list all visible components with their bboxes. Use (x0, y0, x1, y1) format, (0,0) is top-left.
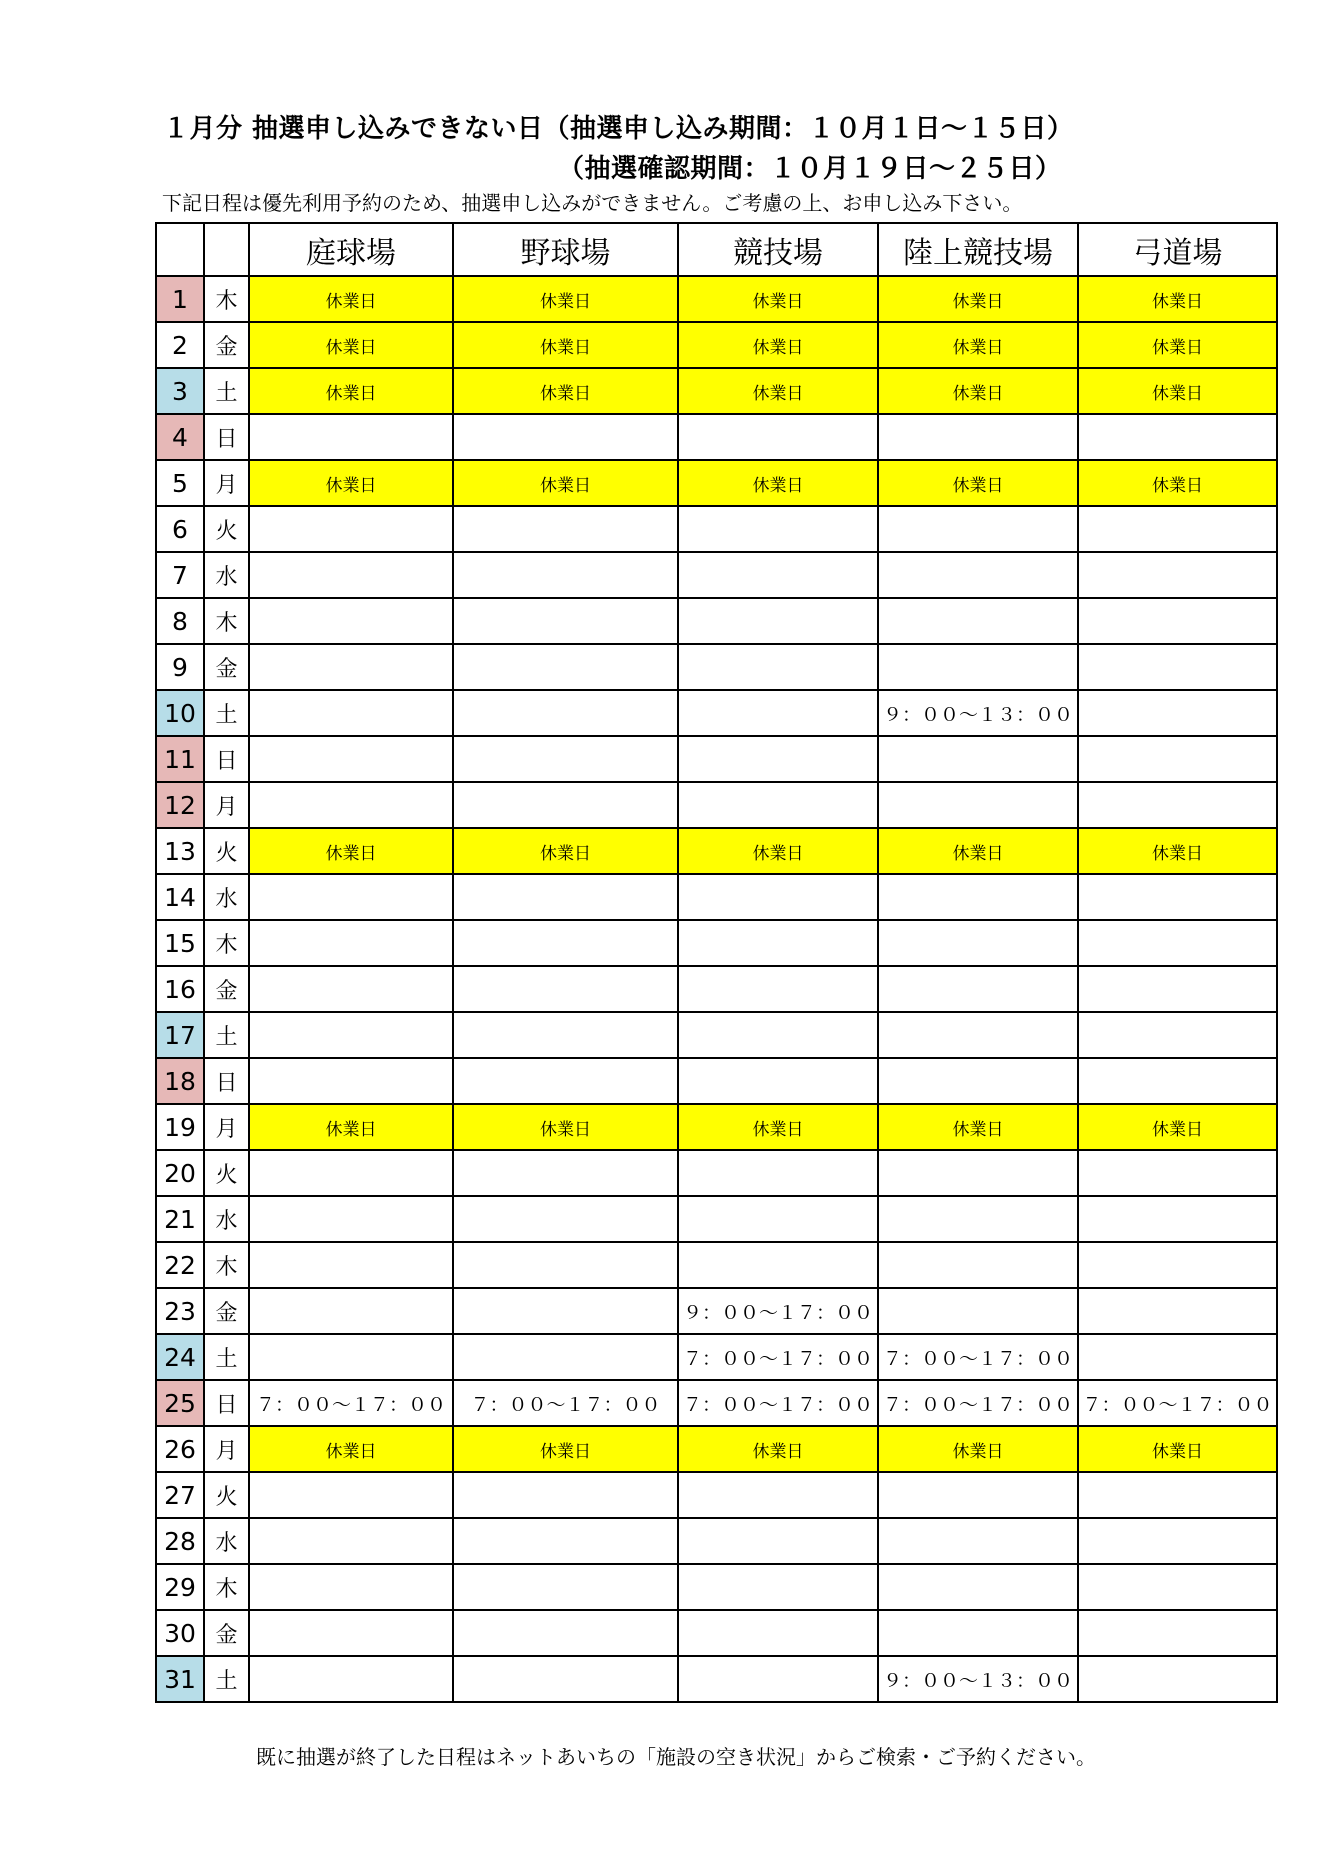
cell-archery-range (1078, 1656, 1277, 1702)
cell-archery-range (1078, 1564, 1277, 1610)
cell-stadium (678, 644, 878, 690)
weekday-label: 火 (204, 506, 249, 552)
cell-tennis-court (249, 1334, 453, 1380)
table-row (156, 1656, 1277, 1702)
cell-athletics-stadium: ９：００～１３：００ (878, 690, 1078, 736)
cell-stadium: 休業日 (678, 276, 878, 322)
cell-tennis-court (249, 1564, 453, 1610)
weekday-label: 土 (204, 368, 249, 414)
cell-athletics-stadium: 休業日 (878, 828, 1078, 874)
day-number: 9 (156, 644, 204, 690)
cell-athletics-stadium (878, 1518, 1078, 1564)
cell-archery-range (1078, 1288, 1277, 1334)
weekday-label: 火 (204, 1150, 249, 1196)
cell-tennis-court (249, 1472, 453, 1518)
cell-archery-range (1078, 966, 1277, 1012)
cell-athletics-stadium: 休業日 (878, 1104, 1078, 1150)
weekday-label: 金 (204, 644, 249, 690)
cell-archery-range (1078, 552, 1277, 598)
cell-baseball-field (453, 1288, 678, 1334)
cell-baseball-field: 休業日 (453, 1426, 678, 1472)
table-row (156, 598, 1277, 644)
table-row (156, 874, 1277, 920)
page-subtitle: （抽選確認期間：１０月１９日～２５日） (558, 154, 1062, 184)
cell-stadium (678, 782, 878, 828)
cell-baseball-field (453, 1196, 678, 1242)
cell-archery-range (1078, 1058, 1277, 1104)
header-stadium: 競技場 (678, 223, 878, 276)
cell-baseball-field (453, 1518, 678, 1564)
weekday-label: 火 (204, 1472, 249, 1518)
cell-tennis-court: 休業日 (249, 828, 453, 874)
cell-athletics-stadium (878, 874, 1078, 920)
table-row (156, 552, 1277, 598)
cell-baseball-field (453, 1150, 678, 1196)
cell-archery-range (1078, 874, 1277, 920)
weekday-label: 土 (204, 1656, 249, 1702)
weekday-label: 日 (204, 1380, 249, 1426)
cell-tennis-court (249, 1242, 453, 1288)
cell-stadium: 休業日 (678, 368, 878, 414)
cell-stadium (678, 1058, 878, 1104)
weekday-label: 日 (204, 414, 249, 460)
day-number: 25 (156, 1380, 204, 1426)
cell-stadium (678, 598, 878, 644)
schedule-table (155, 222, 1278, 1703)
cell-archery-range: 休業日 (1078, 1426, 1277, 1472)
table-row (156, 1426, 1277, 1472)
cell-athletics-stadium (878, 1058, 1078, 1104)
day-number: 15 (156, 920, 204, 966)
cell-tennis-court: ７：００～１７：００ (249, 1380, 453, 1426)
cell-stadium (678, 1518, 878, 1564)
table-row (156, 1012, 1277, 1058)
day-number: 2 (156, 322, 204, 368)
table-row (156, 690, 1277, 736)
day-number: 20 (156, 1150, 204, 1196)
cell-athletics-stadium (878, 1610, 1078, 1656)
cell-tennis-court (249, 920, 453, 966)
cell-archery-range (1078, 1242, 1277, 1288)
cell-baseball-field: ７：００～１７：００ (453, 1380, 678, 1426)
cell-stadium: 休業日 (678, 1426, 878, 1472)
day-number: 21 (156, 1196, 204, 1242)
cell-stadium (678, 874, 878, 920)
cell-stadium (678, 736, 878, 782)
weekday-label: 木 (204, 598, 249, 644)
cell-archery-range: 休業日 (1078, 368, 1277, 414)
cell-baseball-field: 休業日 (453, 828, 678, 874)
weekday-label: 日 (204, 736, 249, 782)
cell-stadium: ７：００～１７：００ (678, 1334, 878, 1380)
cell-baseball-field (453, 920, 678, 966)
cell-athletics-stadium: ７：００～１７：００ (878, 1334, 1078, 1380)
cell-baseball-field (453, 1058, 678, 1104)
header-archery-range: 弓道場 (1078, 223, 1277, 276)
cell-archery-range (1078, 690, 1277, 736)
table-row (156, 1380, 1277, 1426)
day-number: 7 (156, 552, 204, 598)
weekday-label: 水 (204, 1196, 249, 1242)
cell-archery-range (1078, 1150, 1277, 1196)
cell-stadium (678, 1564, 878, 1610)
table-row (156, 414, 1277, 460)
table-row (156, 1242, 1277, 1288)
day-number: 1 (156, 276, 204, 322)
weekday-label: 水 (204, 552, 249, 598)
cell-athletics-stadium: 休業日 (878, 276, 1078, 322)
weekday-label: 月 (204, 460, 249, 506)
cell-tennis-court (249, 1058, 453, 1104)
weekday-label: 水 (204, 874, 249, 920)
day-number: 12 (156, 782, 204, 828)
cell-baseball-field (453, 506, 678, 552)
cell-stadium (678, 1012, 878, 1058)
table-row (156, 1288, 1277, 1334)
table-row (156, 1610, 1277, 1656)
cell-tennis-court (249, 1656, 453, 1702)
cell-tennis-court (249, 966, 453, 1012)
table-row (156, 782, 1277, 828)
cell-stadium: 休業日 (678, 322, 878, 368)
cell-athletics-stadium: 休業日 (878, 460, 1078, 506)
weekday-label: 日 (204, 1058, 249, 1104)
cell-tennis-court: 休業日 (249, 276, 453, 322)
cell-tennis-court (249, 644, 453, 690)
cell-athletics-stadium (878, 414, 1078, 460)
page-title: １月分 抽選申し込みできない日（抽選申し込み期間：１０月１日～１５日） (163, 114, 1074, 144)
weekday-label: 月 (204, 1104, 249, 1150)
day-number: 31 (156, 1656, 204, 1702)
header-baseball-field: 野球場 (453, 223, 678, 276)
header-weekday (204, 223, 249, 276)
cell-athletics-stadium (878, 966, 1078, 1012)
table-row (156, 644, 1277, 690)
cell-tennis-court (249, 736, 453, 782)
cell-tennis-court (249, 1288, 453, 1334)
day-number: 29 (156, 1564, 204, 1610)
header-row (156, 223, 1277, 276)
weekday-label: 金 (204, 966, 249, 1012)
cell-stadium (678, 1472, 878, 1518)
weekday-label: 木 (204, 1242, 249, 1288)
cell-stadium (678, 552, 878, 598)
cell-archery-range: 休業日 (1078, 1104, 1277, 1150)
cell-tennis-court (249, 874, 453, 920)
cell-baseball-field (453, 690, 678, 736)
cell-baseball-field (453, 736, 678, 782)
cell-athletics-stadium (878, 1564, 1078, 1610)
cell-athletics-stadium (878, 1196, 1078, 1242)
cell-archery-range (1078, 1610, 1277, 1656)
cell-baseball-field (453, 966, 678, 1012)
day-number: 26 (156, 1426, 204, 1472)
cell-tennis-court: 休業日 (249, 1426, 453, 1472)
cell-baseball-field (453, 1334, 678, 1380)
weekday-label: 金 (204, 1288, 249, 1334)
weekday-label: 木 (204, 1564, 249, 1610)
cell-stadium (678, 414, 878, 460)
cell-baseball-field (453, 1472, 678, 1518)
table-row (156, 1518, 1277, 1564)
cell-baseball-field (453, 1012, 678, 1058)
day-number: 13 (156, 828, 204, 874)
cell-archery-range: 休業日 (1078, 322, 1277, 368)
cell-stadium: ７：００～１７：００ (678, 1380, 878, 1426)
day-number: 8 (156, 598, 204, 644)
cell-tennis-court (249, 1610, 453, 1656)
table-row (156, 506, 1277, 552)
table-row (156, 1564, 1277, 1610)
cell-baseball-field: 休業日 (453, 368, 678, 414)
cell-archery-range: 休業日 (1078, 276, 1277, 322)
cell-archery-range (1078, 1334, 1277, 1380)
weekday-label: 金 (204, 322, 249, 368)
cell-tennis-court (249, 506, 453, 552)
table-row (156, 966, 1277, 1012)
weekday-label: 土 (204, 1012, 249, 1058)
cell-archery-range (1078, 1472, 1277, 1518)
cell-archery-range (1078, 736, 1277, 782)
schedule-body (156, 276, 1277, 1702)
table-row (156, 1196, 1277, 1242)
cell-athletics-stadium (878, 644, 1078, 690)
cell-stadium (678, 690, 878, 736)
day-number: 4 (156, 414, 204, 460)
footer-note: 既に抽選が終了した日程はネットあいちの「施設の空き状況」からご検索・ご予約ください。 (256, 1745, 1096, 1769)
cell-baseball-field (453, 644, 678, 690)
day-number: 16 (156, 966, 204, 1012)
weekday-label: 土 (204, 690, 249, 736)
weekday-label: 月 (204, 782, 249, 828)
cell-archery-range (1078, 782, 1277, 828)
day-number: 5 (156, 460, 204, 506)
day-number: 24 (156, 1334, 204, 1380)
cell-archery-range: ７：００～１７：００ (1078, 1380, 1277, 1426)
cell-athletics-stadium (878, 1472, 1078, 1518)
cell-athletics-stadium (878, 552, 1078, 598)
cell-athletics-stadium (878, 782, 1078, 828)
cell-tennis-court (249, 1196, 453, 1242)
table-row (156, 1058, 1277, 1104)
cell-baseball-field (453, 1656, 678, 1702)
day-number: 14 (156, 874, 204, 920)
cell-tennis-court: 休業日 (249, 322, 453, 368)
cell-archery-range (1078, 1518, 1277, 1564)
day-number: 18 (156, 1058, 204, 1104)
weekday-label: 土 (204, 1334, 249, 1380)
cell-stadium (678, 1656, 878, 1702)
cell-athletics-stadium: 休業日 (878, 368, 1078, 414)
cell-baseball-field (453, 1610, 678, 1656)
table-row (156, 1150, 1277, 1196)
day-number: 27 (156, 1472, 204, 1518)
cell-athletics-stadium (878, 1012, 1078, 1058)
cell-tennis-court (249, 552, 453, 598)
cell-archery-range (1078, 414, 1277, 460)
cell-tennis-court (249, 690, 453, 736)
table-row (156, 736, 1277, 782)
table-row (156, 368, 1277, 414)
cell-baseball-field: 休業日 (453, 460, 678, 506)
header-athletics-stadium: 陸上競技場 (878, 223, 1078, 276)
table-row (156, 1472, 1277, 1518)
day-number: 3 (156, 368, 204, 414)
cell-stadium: 休業日 (678, 460, 878, 506)
cell-tennis-court: 休業日 (249, 368, 453, 414)
cell-tennis-court (249, 782, 453, 828)
cell-athletics-stadium (878, 1288, 1078, 1334)
cell-athletics-stadium (878, 920, 1078, 966)
weekday-label: 月 (204, 1426, 249, 1472)
day-number: 10 (156, 690, 204, 736)
cell-athletics-stadium (878, 1150, 1078, 1196)
cell-athletics-stadium: 休業日 (878, 1426, 1078, 1472)
cell-archery-range (1078, 920, 1277, 966)
cell-athletics-stadium: 休業日 (878, 322, 1078, 368)
cell-stadium: 休業日 (678, 1104, 878, 1150)
cell-archery-range (1078, 598, 1277, 644)
table-row (156, 1334, 1277, 1380)
table-row (156, 322, 1277, 368)
cell-archery-range (1078, 1012, 1277, 1058)
day-number: 19 (156, 1104, 204, 1150)
weekday-label: 木 (204, 920, 249, 966)
table-row (156, 1104, 1277, 1150)
day-number: 28 (156, 1518, 204, 1564)
table-row (156, 828, 1277, 874)
cell-baseball-field (453, 1242, 678, 1288)
table-row (156, 460, 1277, 506)
cell-baseball-field (453, 782, 678, 828)
cell-baseball-field (453, 414, 678, 460)
cell-tennis-court (249, 1518, 453, 1564)
notice-text: 下記日程は優先利用予約のため、抽選申し込みができません。ご考慮の上、お申し込み下さい。 (162, 191, 1023, 215)
cell-stadium (678, 1610, 878, 1656)
day-number: 11 (156, 736, 204, 782)
header-day (156, 223, 204, 276)
cell-stadium (678, 966, 878, 1012)
cell-baseball-field (453, 552, 678, 598)
cell-tennis-court (249, 1012, 453, 1058)
cell-baseball-field: 休業日 (453, 276, 678, 322)
cell-athletics-stadium: ９：００～１３：００ (878, 1656, 1078, 1702)
weekday-label: 水 (204, 1518, 249, 1564)
cell-stadium (678, 1150, 878, 1196)
weekday-label: 火 (204, 828, 249, 874)
day-number: 22 (156, 1242, 204, 1288)
weekday-label: 木 (204, 276, 249, 322)
cell-tennis-court (249, 1150, 453, 1196)
cell-stadium (678, 920, 878, 966)
cell-baseball-field (453, 874, 678, 920)
cell-baseball-field: 休業日 (453, 1104, 678, 1150)
day-number: 17 (156, 1012, 204, 1058)
day-number: 30 (156, 1610, 204, 1656)
cell-athletics-stadium (878, 736, 1078, 782)
cell-archery-range (1078, 1196, 1277, 1242)
weekday-label: 金 (204, 1610, 249, 1656)
cell-archery-range: 休業日 (1078, 828, 1277, 874)
cell-stadium (678, 506, 878, 552)
cell-baseball-field (453, 1564, 678, 1610)
table-row (156, 920, 1277, 966)
day-number: 23 (156, 1288, 204, 1334)
cell-tennis-court (249, 598, 453, 644)
cell-stadium: ９：００～１７：００ (678, 1288, 878, 1334)
table-row (156, 276, 1277, 322)
cell-baseball-field (453, 598, 678, 644)
cell-athletics-stadium (878, 506, 1078, 552)
cell-tennis-court: 休業日 (249, 1104, 453, 1150)
cell-stadium (678, 1242, 878, 1288)
cell-baseball-field: 休業日 (453, 322, 678, 368)
cell-athletics-stadium (878, 598, 1078, 644)
cell-tennis-court: 休業日 (249, 460, 453, 506)
cell-archery-range: 休業日 (1078, 460, 1277, 506)
day-number: 6 (156, 506, 204, 552)
cell-tennis-court (249, 414, 453, 460)
cell-athletics-stadium: ７：００～１７：００ (878, 1380, 1078, 1426)
cell-stadium: 休業日 (678, 828, 878, 874)
cell-archery-range (1078, 506, 1277, 552)
header-tennis-court: 庭球場 (249, 223, 453, 276)
cell-athletics-stadium (878, 1242, 1078, 1288)
cell-archery-range (1078, 644, 1277, 690)
cell-stadium (678, 1196, 878, 1242)
